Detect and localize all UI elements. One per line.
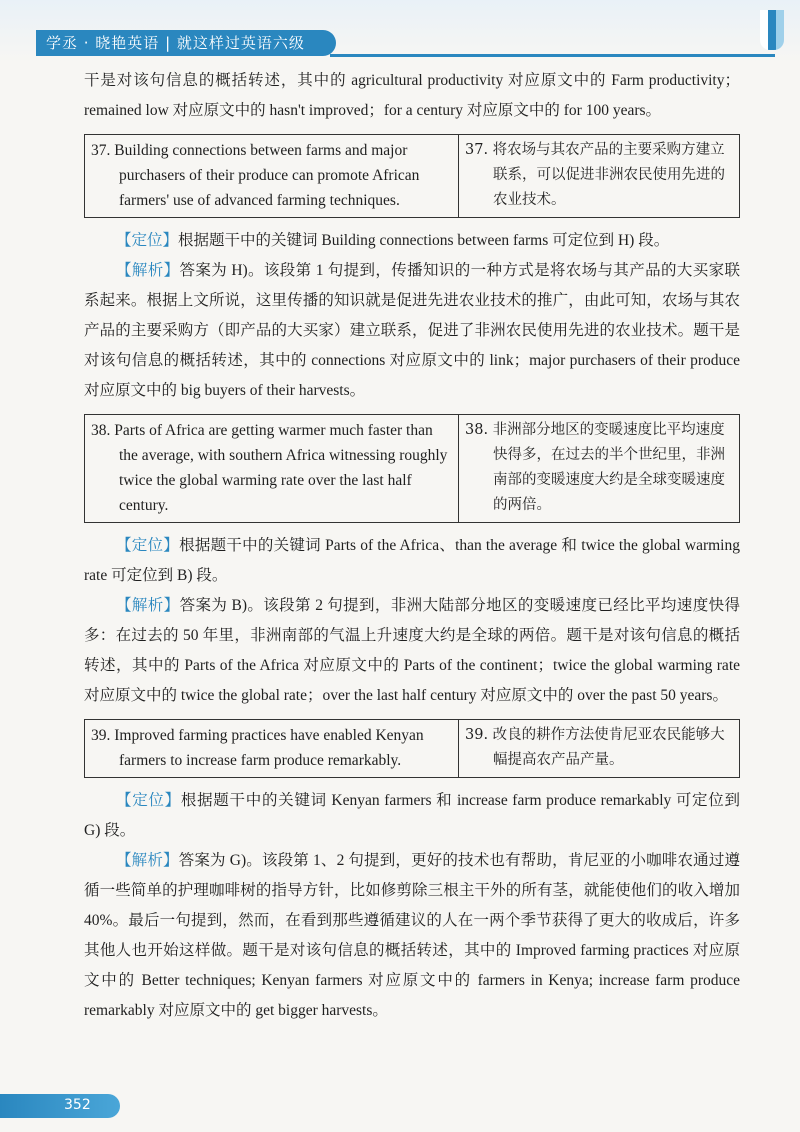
locate-tag: 【定位】 <box>116 232 179 249</box>
question-en <box>85 720 459 778</box>
question-zh <box>459 415 740 523</box>
page-footer-tab <box>0 1094 120 1118</box>
question-number-zh: 39. <box>465 727 489 743</box>
question-text-en: Building connections between farms and major purchasers of their produce can promote African farmers' use of advanced farming techniques. <box>114 142 420 209</box>
locate-tag: 【定位】 <box>116 792 181 809</box>
analysis-tag: 【解析】 <box>116 262 180 279</box>
question-text-en: Improved farming practices have enabled Kenyan farmers to increase farm produce remarkably. <box>114 727 424 769</box>
analysis-paragraph <box>84 846 740 1026</box>
analysis-text: 答案为 B)。该段第 2 句提到，非洲大陆部分地区的变暖速度已经比平均速度快得多：在过去的 50 年里，非洲南部的气温上升速度大约是全球的两倍。题干是对该句信息的概括转述，其中的 Parts of the Africa 对应原文中的 Parts of the continent；twice the global warming rate 对应原文中的 twice the global rate；over the last half century 对应原文中的 over the past 50 years。 <box>84 597 740 704</box>
corner-decoration <box>760 10 784 50</box>
locate-tag: 【定位】 <box>116 537 180 554</box>
locate-text: 根据题干中的关键词 Parts of the Africa、than the average 和 twice the global warming rate 可定位到 B) 段。 <box>84 537 740 584</box>
question-number: 39. <box>91 727 111 744</box>
question-zh <box>459 135 740 218</box>
analysis-paragraph <box>84 256 740 406</box>
running-header: 学丞 · 晓艳英语 | 就这样过英语六级 <box>36 30 336 56</box>
locate-text: 根据题干中的关键词 Building connections between farms 可定位到 H) 段。 <box>178 232 670 249</box>
question-table-37 <box>84 134 740 218</box>
header-rule <box>330 54 775 57</box>
analysis-tag: 【解析】 <box>116 852 179 869</box>
question-number-zh: 37. <box>465 142 489 158</box>
question-text-zh: 非洲部分地区的变暖速度比平均速度快得多，在过去的半个世纪里，非洲南部的变暖速度大约是全球变暖速度的两倍。 <box>492 422 725 513</box>
question-number: 38. <box>91 422 111 439</box>
question-text-zh: 将农场与其农产品的主要采购方建立联系，可以促进非洲农民使用先进的农业技术。 <box>492 142 725 208</box>
analysis-paragraph <box>84 591 740 711</box>
question-zh <box>459 720 740 778</box>
question-en <box>85 135 459 218</box>
locate-paragraph <box>84 226 740 256</box>
page-body <box>84 66 740 1026</box>
locate-paragraph <box>84 786 740 846</box>
locate-paragraph <box>84 531 740 591</box>
question-number: 37. <box>91 142 111 159</box>
analysis-text: 答案为 G)。该段第 1、2 句提到，更好的技术也有帮助，肯尼亚的小咖啡农通过遵循一些简单的护理咖啡树的指导方针，比如修剪除三根主干外的所有茎，就能使他们的收入增加 40%。最后一句提到，然而，在看到那些遵循建议的人在一两个季节获得了更大的收成后，许多其他人也开始这样做。题干是对该句信息的概括转述，其中的 Improved farming practices 对应原文中的 Better techniques; Kenyan farmers 对应原文中的 farmers in Kenya; increase farm produce remarkably 对应原文中的 get bigger harvests。 <box>84 852 740 1019</box>
analysis-tag: 【解析】 <box>116 597 180 614</box>
question-text-en: Parts of Africa are getting warmer much faster than the average, with southern Africa witnessing roughly twice the global warming rate over the last half century. <box>114 422 448 514</box>
question-en <box>85 415 459 523</box>
intro-paragraph: 干是对该句信息的概括转述，其中的 agricultural productivity 对应原文中的 Farm productivity；remained low 对应原文中的 hasn't improved；for a century 对应原文中的 for 100 years。 <box>84 72 740 119</box>
question-table-38 <box>84 414 740 523</box>
locate-text: 根据题干中的关键词 Kenyan farmers 和 increase farm produce remarkably 可定位到 G) 段。 <box>84 792 740 839</box>
page-number: 352 <box>64 1097 91 1113</box>
question-text-zh: 改良的耕作方法使肯尼亚农民能够大幅提高农产品产量。 <box>492 727 725 768</box>
analysis-text: 答案为 H)。该段第 1 句提到，传播知识的一种方式是将农场与其产品的大买家联系起来。根据上文所说，这里传播的知识就是促进先进农业技术的推广，由此可知，农场与其农产品的主要采购方（即产品的大买家）建立联系，促进了非洲农民使用先进的农业技术。题干是对该句信息的概括转述，其中的 connections 对应原文中的 link；major purchasers of their produce 对应原文中的 big buyers of their harvests。 <box>84 262 740 399</box>
question-table-39 <box>84 719 740 778</box>
question-number-zh: 38. <box>465 422 489 438</box>
